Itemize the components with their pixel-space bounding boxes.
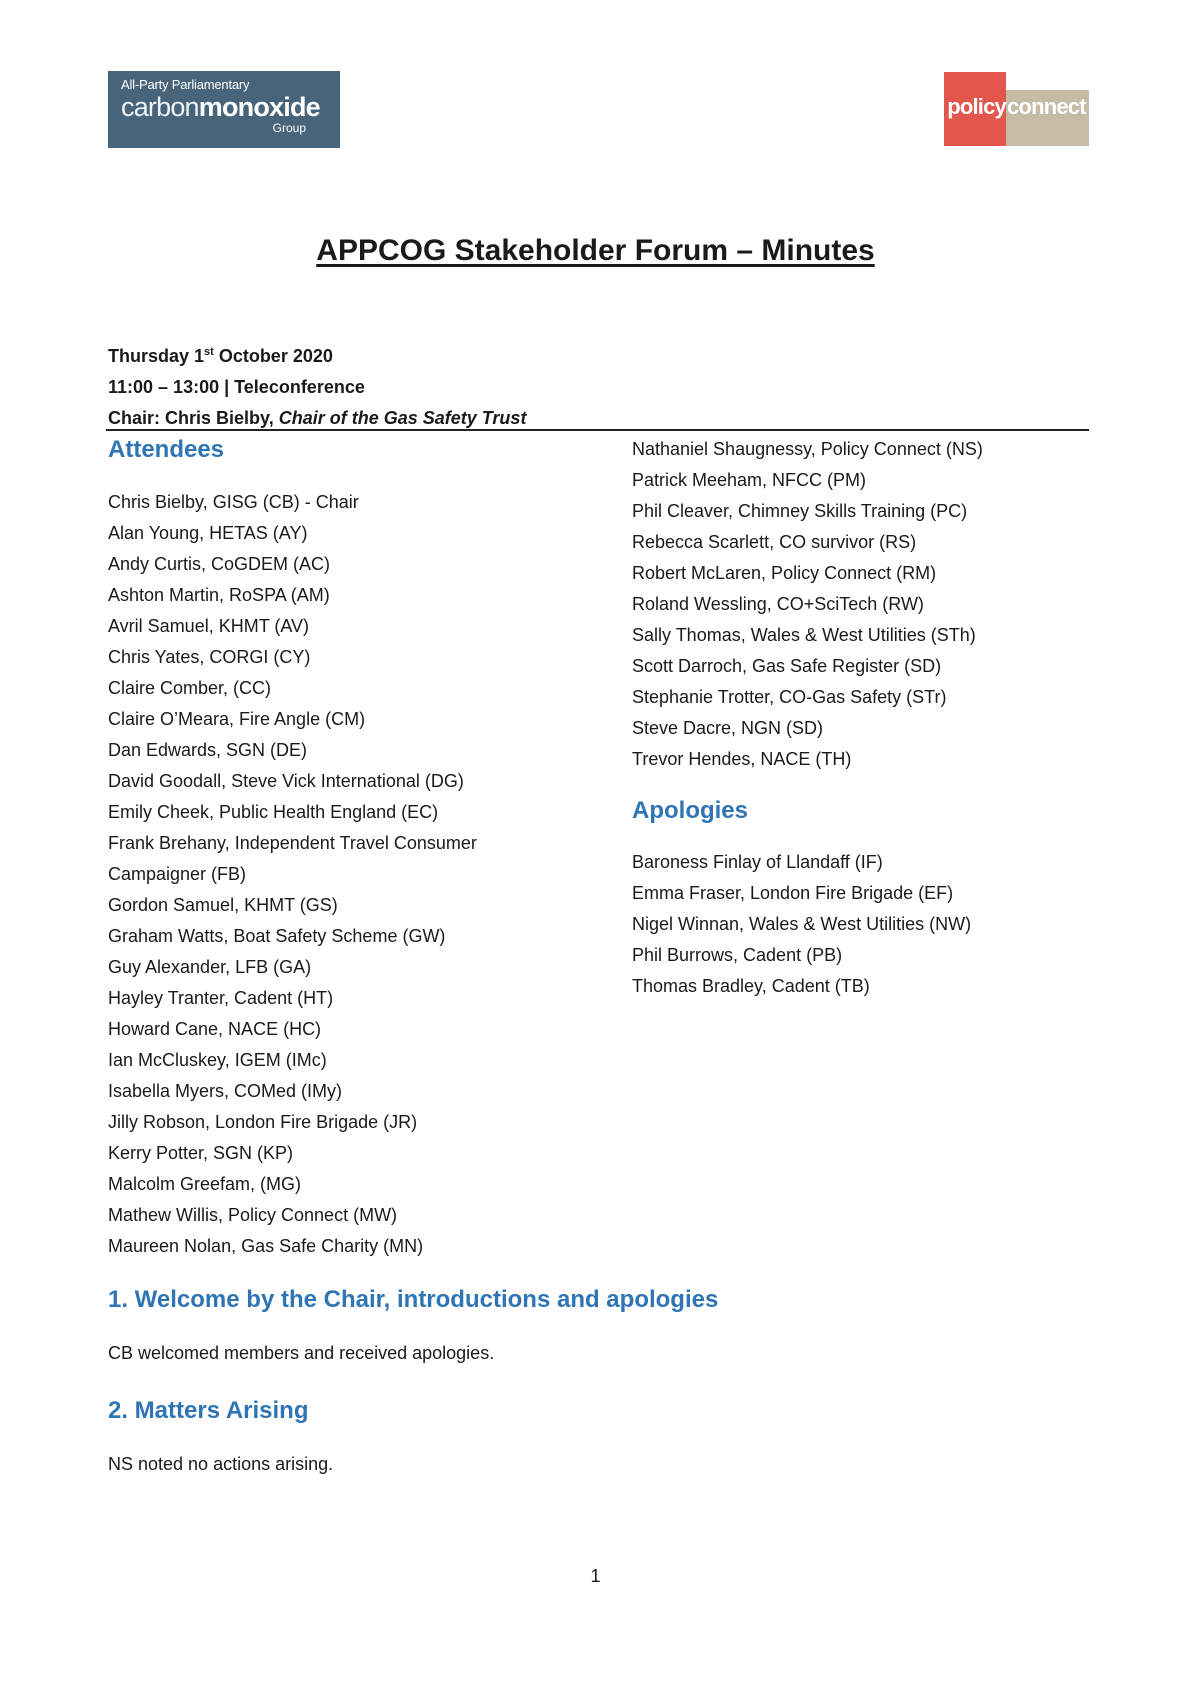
attendee-item: Isabella Myers, COMed (IMy) bbox=[108, 1081, 343, 1101]
attendees-heading: Attendees bbox=[108, 436, 225, 463]
attendees-list-right bbox=[632, 434, 1092, 775]
apology-item: Phil Burrows, Cadent (PB) bbox=[632, 945, 843, 965]
attendee-item: Ashton Martin, RoSPA (AM) bbox=[108, 585, 330, 605]
attendee-item: Andy Curtis, CoGDEM (AC) bbox=[108, 554, 331, 574]
attendee-item: Maureen Nolan, Gas Safe Charity (MN) bbox=[108, 1236, 424, 1256]
policy-connect-logo bbox=[944, 72, 1089, 146]
page-number: 1 bbox=[590, 1566, 601, 1586]
meeting-date bbox=[108, 337, 526, 372]
attendee-item: David Goodall, Steve Vick International (DG) bbox=[108, 771, 464, 791]
chair-role: Chair of the Gas Safety Trust bbox=[278, 408, 527, 428]
logo-word-policy: policy bbox=[947, 94, 1006, 119]
attendee-item: Rebecca Scarlett, CO survivor (RS) bbox=[632, 532, 917, 552]
attendee-item: Frank Brehany, Independent Travel Consumer bbox=[108, 833, 477, 853]
attendee-item: Campaigner (FB) bbox=[108, 864, 247, 884]
attendee-item: Guy Alexander, LFB (GA) bbox=[108, 957, 312, 977]
meeting-meta bbox=[108, 337, 526, 434]
attendee-item: Gordon Samuel, KHMT (GS) bbox=[108, 895, 338, 915]
attendee-item: Jilly Robson, London Fire Brigade (JR) bbox=[108, 1112, 418, 1132]
apology-item: Thomas Bradley, Cadent (TB) bbox=[632, 976, 870, 996]
attendee-item: Claire Comber, (CC) bbox=[108, 678, 272, 698]
attendee-item: Dan Edwards, SGN (DE) bbox=[108, 740, 308, 760]
attendee-item: Scott Darroch, Gas Safe Register (SD) bbox=[632, 656, 942, 676]
attendees-left-column bbox=[108, 434, 628, 1262]
attendee-item: Nathaniel Shaugnessy, Policy Connect (NS) bbox=[632, 439, 983, 459]
attendee-item: Ian McCluskey, IGEM (IMc) bbox=[108, 1050, 327, 1070]
section-1-heading: 1. Welcome by the Chair, introductions and apologies bbox=[108, 1286, 719, 1313]
meeting-time: 11:00 – 13:00 | Teleconference bbox=[108, 377, 365, 397]
logo-line-1: All-Party Parliamentary bbox=[121, 77, 250, 92]
attendee-item: Alan Young, HETAS (AY) bbox=[108, 523, 308, 543]
attendee-item: Patrick Meeham, NFCC (PM) bbox=[632, 470, 867, 490]
attendees-right-column bbox=[632, 434, 1092, 1002]
date-ordinal: st bbox=[204, 346, 214, 358]
section-1-text: CB welcomed members and received apologies. bbox=[108, 1343, 495, 1363]
appcog-logo bbox=[108, 71, 340, 148]
attendee-item: Roland Wessling, CO+SciTech (RW) bbox=[632, 594, 924, 614]
attendee-item: Kerry Potter, SGN (KP) bbox=[108, 1143, 294, 1163]
apologies-list bbox=[632, 847, 1092, 1002]
attendee-item: Phil Cleaver, Chimney Skills Training (PC) bbox=[632, 501, 968, 521]
logo-line-3: Group bbox=[272, 121, 306, 135]
attendee-item: Sally Thomas, Wales & West Utilities (STh) bbox=[632, 625, 976, 645]
apology-item: Baroness Finlay of Llandaff (IF) bbox=[632, 852, 883, 872]
attendee-item: Howard Cane, NACE (HC) bbox=[108, 1019, 322, 1039]
apology-item: Nigel Winnan, Wales & West Utilities (NW) bbox=[632, 914, 972, 934]
apologies-heading: Apologies bbox=[632, 797, 749, 824]
logo-word-monoxide: monoxide bbox=[198, 92, 320, 122]
attendee-item: Claire O’Meara, Fire Angle (CM) bbox=[108, 709, 366, 729]
attendee-item: Hayley Tranter, Cadent (HT) bbox=[108, 988, 334, 1008]
attendees-list-left bbox=[108, 487, 628, 1262]
attendee-item: Avril Samuel, KHMT (AV) bbox=[108, 616, 310, 636]
section-2-heading: 2. Matters Arising bbox=[108, 1397, 309, 1424]
attendee-item: Mathew Willis, Policy Connect (MW) bbox=[108, 1205, 398, 1225]
logo-word-connect: connect bbox=[1007, 94, 1086, 119]
section-2-text: NS noted no actions arising. bbox=[108, 1454, 334, 1474]
date-text: Thursday 1 bbox=[108, 346, 205, 366]
logo-word-carbon: carbon bbox=[121, 92, 199, 122]
attendee-item: Robert McLaren, Policy Connect (RM) bbox=[632, 563, 937, 583]
date-month-year: October 2020 bbox=[213, 346, 333, 366]
attendee-item: Steve Dacre, NGN (SD) bbox=[632, 718, 824, 738]
document-title: APPCOG Stakeholder Forum – Minutes bbox=[316, 234, 875, 267]
logo-line-2 bbox=[121, 92, 330, 122]
attendee-item: Trevor Hendes, NACE (TH) bbox=[632, 749, 852, 769]
chair-label: Chair: Chris Bielby, bbox=[108, 408, 279, 428]
attendee-item: Stephanie Trotter, CO-Gas Safety (STr) bbox=[632, 687, 947, 707]
attendee-item: Emily Cheek, Public Health England (EC) bbox=[108, 802, 439, 822]
attendee-item: Graham Watts, Boat Safety Scheme (GW) bbox=[108, 926, 446, 946]
attendee-item: Chris Bielby, GISG (CB) - Chair bbox=[108, 492, 359, 512]
attendee-item: Malcolm Greefam, (MG) bbox=[108, 1174, 302, 1194]
divider-rule bbox=[106, 429, 1089, 431]
apology-item: Emma Fraser, London Fire Brigade (EF) bbox=[632, 883, 954, 903]
attendee-item: Chris Yates, CORGI (CY) bbox=[108, 647, 311, 667]
